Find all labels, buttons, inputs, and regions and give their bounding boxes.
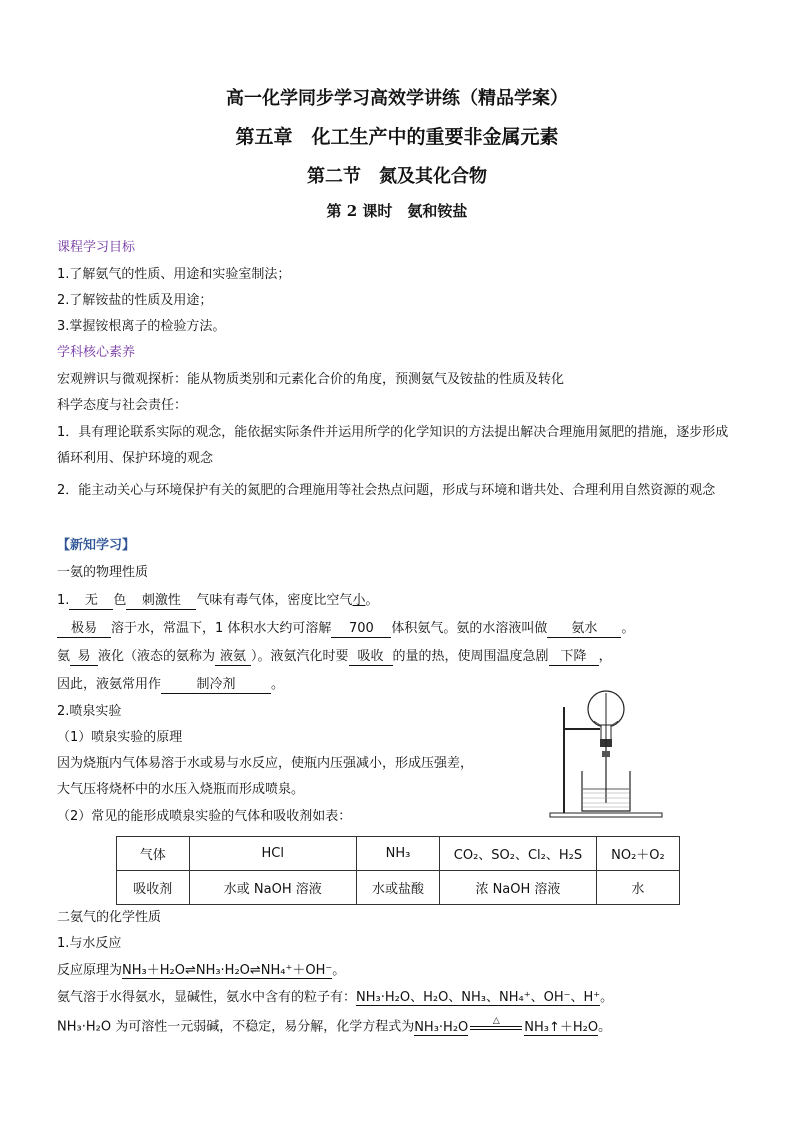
blank-answer: 极易 (57, 621, 111, 638)
physical-line-1: 1. 无 色 刺激性 气味有毒气体，密度比空气小。 (57, 593, 379, 608)
decomposition-equation: NH₃·H₂O 为可溶性一元弱碱，不稳定，易分解，化学方程式为NH₃·H₂O △ NH₃↑＋H₂O。 (57, 1016, 612, 1035)
blank-answer: 小 (352, 593, 366, 608)
literacy-point-2: 2．能主动关心与环境保护有关的氮肥的合理施用等社会热点问题，形成与环境和谐共处、合理利用自然资源的观念 (57, 483, 716, 498)
physical-line-3: 氨 易 液化（液态的氨称为 液氨 ）。液氨汽化时要 吸收 的量的热，使周围温度急剧 下降 ， (57, 649, 612, 664)
table-cell: NO₂＋O₂ (596, 837, 679, 871)
table-cell: 水或盐酸 (356, 871, 439, 905)
literacy-macro: 宏观辨识与微观探析：能从物质类别和元素化合价的角度，预测氨气及铵盐的性质及转化 (57, 372, 565, 387)
fountain-subheading-2: （2）常见的能形成喷泉实验的气体和吸收剂如表： (57, 809, 352, 824)
ammonia-water-particles: 氨气溶于水得氨水，显碱性，氨水中含有的粒子有：NH₃·H₂O、H₂O、NH₃、NH₄⁺、OH⁻、H⁺。 (57, 990, 614, 1005)
chemical-heading: 二氨气的化学性质 (57, 910, 162, 925)
blank-answer: 700 (331, 621, 391, 638)
table-cell: 吸收剂 (117, 871, 190, 905)
series-title: 高一化学同步学习高效学讲练（精品学案） (226, 88, 568, 109)
fountain-heading: 2.喷泉实验 (57, 704, 122, 719)
table-cell: 水或 NaOH 溶液 (189, 871, 356, 905)
goals-heading: 课程学习目标 (57, 240, 136, 255)
goal-item: 2.了解铵盐的性质及用途； (57, 293, 213, 308)
section-title: 第二节 氮及其化合物 (307, 166, 487, 187)
blank-answer: 无 (69, 593, 113, 610)
blank-answer: 液氨 (215, 649, 251, 666)
new-learning-heading: 【新知学习】 (57, 538, 136, 553)
physical-heading: 一氨的物理性质 (57, 565, 149, 580)
blank-answer: 吸收 (349, 649, 393, 666)
table-cell: 浓 NaOH 溶液 (440, 871, 597, 905)
blank-answer: 氨水 (547, 621, 621, 638)
chapter-title: 第五章 化工生产中的重要非金属元素 (235, 126, 559, 148)
blank-answer: 下降 (549, 649, 599, 666)
table-cell: 气体 (117, 837, 190, 871)
blank-answer: 易 (70, 649, 98, 666)
table-cell: CO₂、SO₂、Cl₂、H₂S (440, 837, 597, 871)
reaction-principle: 反应原理为NH₃＋H₂O⇌NH₃·H₂O⇌NH₄⁺＋OH⁻。 (57, 963, 346, 978)
goal-item: 3.掌握铵根离子的检验方法。 (57, 319, 226, 334)
physical-line-2: 极易 溶于水，常温下，1 体积水大约可溶解 700 体积氨气。氨的水溶液叫做 氨水 。 (57, 620, 634, 638)
science-heading: 科学态度与社会责任： (57, 398, 188, 413)
fountain-subheading-1: （1）喷泉实验的原理 (57, 730, 183, 745)
physical-line-4: 因此，液氨常用作 制冷剂 。 (57, 677, 285, 692)
lesson-title: 第 2 课时 氨和铵盐 (326, 202, 468, 220)
particle-list: NH₃·H₂O、H₂O、NH₃、NH₄⁺、OH⁻、H⁺ (356, 990, 601, 1005)
table-row (117, 837, 680, 871)
blank-answer: 制冷剂 (161, 677, 271, 694)
fountain-apparatus-illustration (546, 685, 666, 820)
chemical-subheading-1: 1.与水反应 (57, 936, 122, 951)
fountain-principle-2: 大气压将烧杯中的水压入烧瓶而形成喷泉。 (57, 782, 305, 797)
heat-condition: △ (468, 1018, 524, 1036)
goal-item: 1.了解氨气的性质、用途和实验室制法； (57, 267, 291, 282)
fountain-gas-table (116, 836, 680, 905)
reaction-equation: NH₃＋H₂O⇌NH₃·H₂O⇌NH₄⁺＋OH⁻ (122, 963, 333, 978)
blank-answer: 刺激性 (126, 593, 196, 610)
fountain-principle-1: 因为烧瓶内气体易溶于水或易与水反应，使瓶内压强减小，形成压强差， (57, 756, 474, 771)
table-cell: HCl (189, 837, 356, 871)
table-cell: NH₃ (356, 837, 439, 871)
literacy-point-1: 1．具有理论联系实际的观念，能依据实际条件并运用所学的化学知识的方法提出解决合理施用氮肥的措施，逐步形成循环利用、保护环境的观念 (57, 425, 729, 466)
table-row (117, 871, 680, 905)
table-cell: 水 (596, 871, 679, 905)
literacy-heading: 学科核心素养 (57, 345, 136, 360)
